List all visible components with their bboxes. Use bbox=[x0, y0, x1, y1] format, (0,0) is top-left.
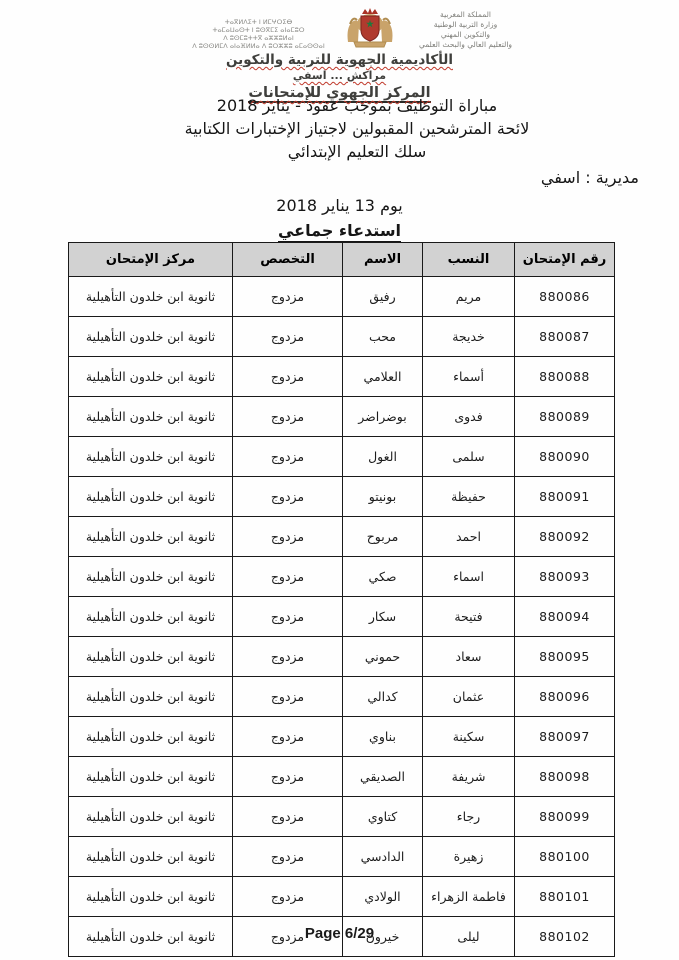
surname-cell: عثمان bbox=[423, 677, 515, 717]
surname-cell: خديجة bbox=[423, 317, 515, 357]
table-row bbox=[69, 317, 615, 357]
specialty-cell: مزدوج bbox=[233, 517, 343, 557]
specialty-cell: مزدوج bbox=[233, 877, 343, 917]
specialty-cell: مزدوج bbox=[233, 637, 343, 677]
first-name-cell: خيرون bbox=[343, 917, 423, 957]
first-name-cell: رفيق bbox=[343, 277, 423, 317]
surname-cell: سكينة bbox=[423, 717, 515, 757]
exam-center-cell: ثانوية ابن خلدون التأهيلية bbox=[69, 877, 233, 917]
specialty-cell: مزدوج bbox=[233, 917, 343, 957]
table-row bbox=[69, 837, 615, 877]
first-name-cell: صكي bbox=[343, 557, 423, 597]
table-row bbox=[69, 637, 615, 677]
regional-exam-center-title: المركز الجهوي للإمتحانات bbox=[248, 85, 431, 101]
ministry-line: وزارة التربية الوطنية bbox=[433, 20, 498, 29]
exam-number-cell: 880090 bbox=[515, 437, 615, 477]
morocco-coat-of-arms-icon bbox=[344, 6, 396, 50]
specialty-cell: مزدوج bbox=[233, 797, 343, 837]
exam-number-cell: 880102 bbox=[515, 917, 615, 957]
surname-cell: سعاد bbox=[423, 637, 515, 677]
surname-cell: احمد bbox=[423, 517, 515, 557]
specialty-cell: مزدوج bbox=[233, 677, 343, 717]
exam-number-cell: 880089 bbox=[515, 397, 615, 437]
specialty-cell: مزدوج bbox=[233, 837, 343, 877]
academy-name: الأكاديمية الجهوية للتربية والتكوين bbox=[226, 52, 453, 68]
exam-number-cell: 880096 bbox=[515, 677, 615, 717]
specialty-cell: مزدوج bbox=[233, 317, 343, 357]
specialty-cell: مزدوج bbox=[233, 757, 343, 797]
exam-center-cell: ثانوية ابن خلدون التأهيلية bbox=[69, 397, 233, 437]
exam-center-cell: ثانوية ابن خلدون التأهيلية bbox=[69, 757, 233, 797]
first-name-cell: بناوي bbox=[343, 717, 423, 757]
tifinagh-line: ⵜⴰⴳⵍⴷⵉⵜ ⵏ ⵍⵎⵖⵔⵉⴱ bbox=[224, 18, 293, 26]
surname-cell: فتيحة bbox=[423, 597, 515, 637]
title-cycle: سلك التعليم الإبتدائي bbox=[287, 142, 427, 161]
ministry-line: المملكة المغربية bbox=[440, 10, 491, 19]
column-header-surname: النسب bbox=[423, 243, 515, 277]
specialty-cell: مزدوج bbox=[233, 557, 343, 597]
title-block bbox=[100, 94, 614, 163]
first-name-cell: الولادي bbox=[343, 877, 423, 917]
exam-number-cell: 880091 bbox=[515, 477, 615, 517]
exam-center-cell: ثانوية ابن خلدون التأهيلية bbox=[69, 597, 233, 637]
tifinagh-line: ⵜⴰⵎⴰⵡⴰⵙⵜ ⵏ ⵓⵙⴳⵎⵉ ⴰⵏⴰⵎⵓⵔ bbox=[212, 26, 305, 34]
exam-center-cell: ثانوية ابن خلدون التأهيلية bbox=[69, 637, 233, 677]
table-row bbox=[69, 557, 615, 597]
first-name-cell: بونيتو bbox=[343, 477, 423, 517]
logo-row bbox=[30, 6, 679, 50]
collective-summon-label: استدعاء جماعي bbox=[278, 221, 401, 243]
first-name-cell: سكار bbox=[343, 597, 423, 637]
table-row bbox=[69, 757, 615, 797]
exam-number-cell: 880100 bbox=[515, 837, 615, 877]
exam-center-cell: ثانوية ابن خلدون التأهيلية bbox=[69, 317, 233, 357]
exam-number-cell: 880092 bbox=[515, 517, 615, 557]
tifinagh-line: ⴷ ⵓⵙⵎⵓⵜⵜⴳ ⴰⵣⵣⵓⵍⴰⵏ bbox=[223, 34, 294, 42]
letterhead bbox=[0, 6, 679, 103]
surname-cell: شريفة bbox=[423, 757, 515, 797]
specialty-cell: مزدوج bbox=[233, 357, 343, 397]
exam-center-cell: ثانوية ابن خلدون التأهيلية bbox=[69, 717, 233, 757]
exam-date: يوم 13 يناير 2018 bbox=[276, 196, 403, 215]
exam-center-cell: ثانوية ابن خلدون التأهيلية bbox=[69, 677, 233, 717]
tifinagh-text-block bbox=[184, 6, 334, 50]
table-row bbox=[69, 877, 615, 917]
specialty-cell: مزدوج bbox=[233, 597, 343, 637]
exam-center-cell: ثانوية ابن خلدون التأهيلية bbox=[69, 277, 233, 317]
first-name-cell: الصديقي bbox=[343, 757, 423, 797]
exam-number-cell: 880088 bbox=[515, 357, 615, 397]
first-name-cell: العلامي bbox=[343, 357, 423, 397]
table-row bbox=[69, 357, 615, 397]
first-name-cell: مربوح bbox=[343, 517, 423, 557]
first-name-cell: كتاوي bbox=[343, 797, 423, 837]
exam-number-cell: 880101 bbox=[515, 877, 615, 917]
exam-number-cell: 880086 bbox=[515, 277, 615, 317]
exam-center-cell: ثانوية ابن خلدون التأهيلية bbox=[69, 837, 233, 877]
surname-cell: مريم bbox=[423, 277, 515, 317]
surname-cell: سلمى bbox=[423, 437, 515, 477]
specialty-cell: مزدوج bbox=[233, 397, 343, 437]
exam-center-cell: ثانوية ابن خلدون التأهيلية bbox=[69, 477, 233, 517]
surname-cell: زهيرة bbox=[423, 837, 515, 877]
exam-center-cell: ثانوية ابن خلدون التأهيلية bbox=[69, 357, 233, 397]
exam-number-cell: 880087 bbox=[515, 317, 615, 357]
first-name-cell: الغول bbox=[343, 437, 423, 477]
exam-center-cell: ثانوية ابن خلدون التأهيلية bbox=[69, 557, 233, 597]
title-list: لائحة المترشحين المقبولين لاجتياز الإختبارات الكتابية bbox=[184, 119, 530, 138]
specialty-cell: مزدوج bbox=[233, 437, 343, 477]
tifinagh-line: ⴷ ⵓⵙⵙⵍⵎⴷ ⴰⵏⴰⴼⵍⵍⴰ ⴷ ⵓⵔⵣⵣⵓ ⴰⵎⴰⵙⵙⴰⵏ bbox=[192, 42, 325, 50]
column-header-first-name: الاسم bbox=[343, 243, 423, 277]
first-name-cell: محب bbox=[343, 317, 423, 357]
directorate-label: مديرية : اسفي bbox=[540, 168, 639, 187]
surname-cell: ليلى bbox=[423, 917, 515, 957]
exam-number-cell: 880094 bbox=[515, 597, 615, 637]
table-row bbox=[69, 517, 615, 557]
exam-center-cell: ثانوية ابن خلدون التأهيلية bbox=[69, 917, 233, 957]
first-name-cell: كدالي bbox=[343, 677, 423, 717]
table-row bbox=[69, 477, 615, 517]
title-competition: مباراة التوظيف بموجب عقود - يناير 2018 bbox=[216, 96, 498, 115]
table-row bbox=[69, 717, 615, 757]
specialty-cell: مزدوج bbox=[233, 477, 343, 517]
exam-number-cell: 880097 bbox=[515, 717, 615, 757]
table-row bbox=[69, 597, 615, 637]
table-row bbox=[69, 797, 615, 837]
page-number: Page 6/29 bbox=[304, 925, 375, 942]
ministry-text-block bbox=[406, 6, 526, 50]
exam-number-cell: 880093 bbox=[515, 557, 615, 597]
first-name-cell: الدادسي bbox=[343, 837, 423, 877]
surname-cell: اسماء bbox=[423, 557, 515, 597]
ministry-line: والتكوين المهني bbox=[440, 30, 491, 39]
exam-number-cell: 880095 bbox=[515, 637, 615, 677]
surname-cell: أسماء bbox=[423, 357, 515, 397]
surname-cell: فاطمة الزهراء bbox=[423, 877, 515, 917]
surname-cell: رجاء bbox=[423, 797, 515, 837]
column-header-exam-center: مركز الإمتحان bbox=[69, 243, 233, 277]
exam-number-cell: 880098 bbox=[515, 757, 615, 797]
specialty-cell: مزدوج bbox=[233, 717, 343, 757]
table-header-row bbox=[69, 243, 615, 277]
academy-region: مراكش ... اسفي bbox=[292, 69, 387, 82]
first-name-cell: حموني bbox=[343, 637, 423, 677]
first-name-cell: بوضراضر bbox=[343, 397, 423, 437]
table-row bbox=[69, 277, 615, 317]
exam-number-cell: 880099 bbox=[515, 797, 615, 837]
exam-center-cell: ثانوية ابن خلدون التأهيلية bbox=[69, 797, 233, 837]
column-header-exam-number: رقم الإمتحان bbox=[515, 243, 615, 277]
exam-center-cell: ثانوية ابن خلدون التأهيلية bbox=[69, 517, 233, 557]
surname-cell: فدوى bbox=[423, 397, 515, 437]
candidates-table bbox=[68, 242, 615, 957]
exam-center-cell: ثانوية ابن خلدون التأهيلية bbox=[69, 437, 233, 477]
table-row bbox=[69, 677, 615, 717]
specialty-cell: مزدوج bbox=[233, 277, 343, 317]
column-header-specialty: التخصص bbox=[233, 243, 343, 277]
surname-cell: حفيظة bbox=[423, 477, 515, 517]
table-row bbox=[69, 397, 615, 437]
ministry-line: والتعليم العالي والبحث العلمي bbox=[418, 40, 513, 49]
table-row bbox=[69, 437, 615, 477]
